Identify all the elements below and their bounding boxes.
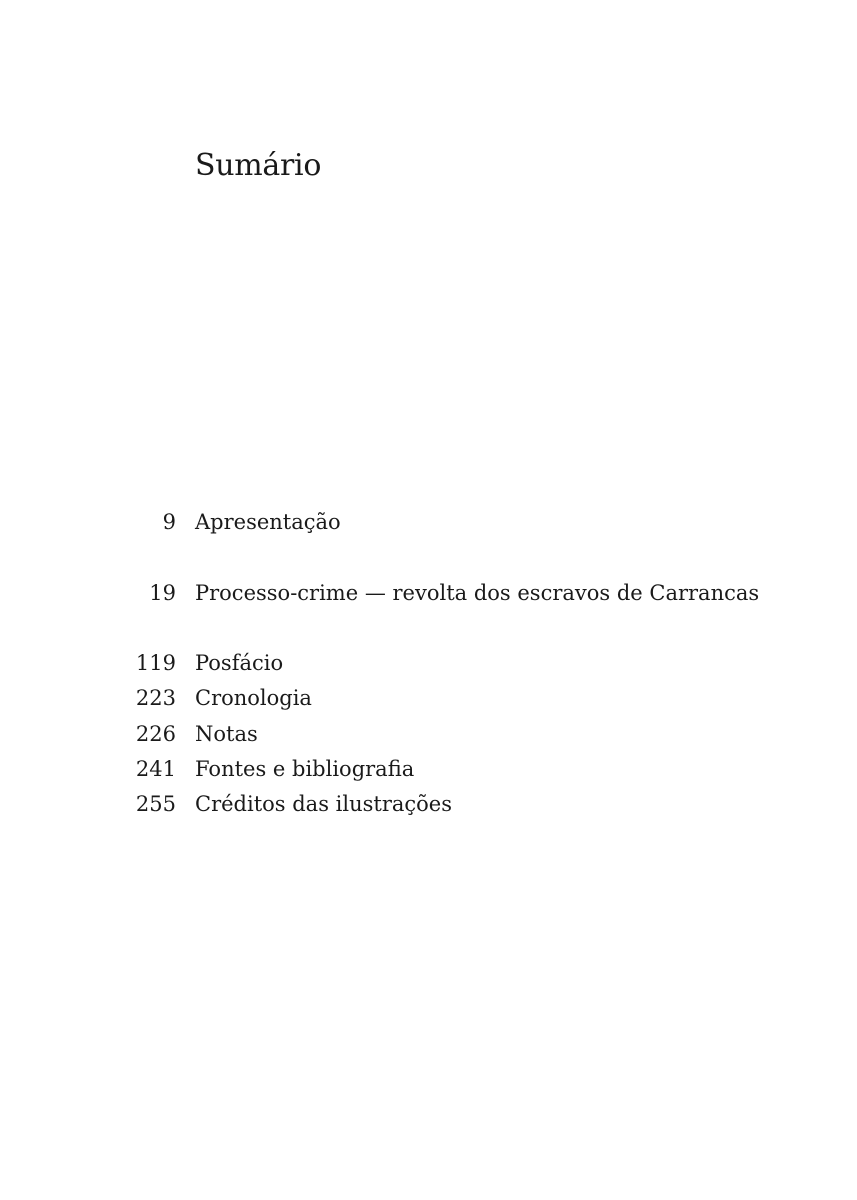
toc-page-number: 226 (135, 722, 176, 746)
page-title: Sumário (195, 148, 322, 183)
toc-label: Fontes e bibliografia (195, 757, 415, 781)
toc-page-number: 223 (135, 686, 176, 710)
toc-page-number: 119 (135, 651, 176, 675)
toc-page-number: 19 (149, 581, 176, 605)
toc-page-number: 9 (162, 510, 176, 534)
toc-label: Créditos das ilustrações (195, 792, 452, 816)
toc-label: Notas (195, 722, 258, 746)
toc-entry (0, 753, 857, 785)
toc-entry (0, 647, 857, 679)
toc-label: Processo-crime — revolta dos escravos de Carrancas (195, 581, 760, 605)
toc-page-number: 255 (135, 792, 176, 816)
toc-entry (0, 577, 857, 609)
toc-label: Apresentação (195, 510, 341, 534)
toc-label: Cronologia (195, 686, 312, 710)
toc-page-number: 241 (135, 757, 176, 781)
toc-label: Posfácio (195, 651, 284, 675)
toc-entry (0, 682, 857, 714)
toc-entry (0, 718, 857, 750)
toc-entry (0, 506, 857, 538)
toc-entry (0, 788, 857, 820)
